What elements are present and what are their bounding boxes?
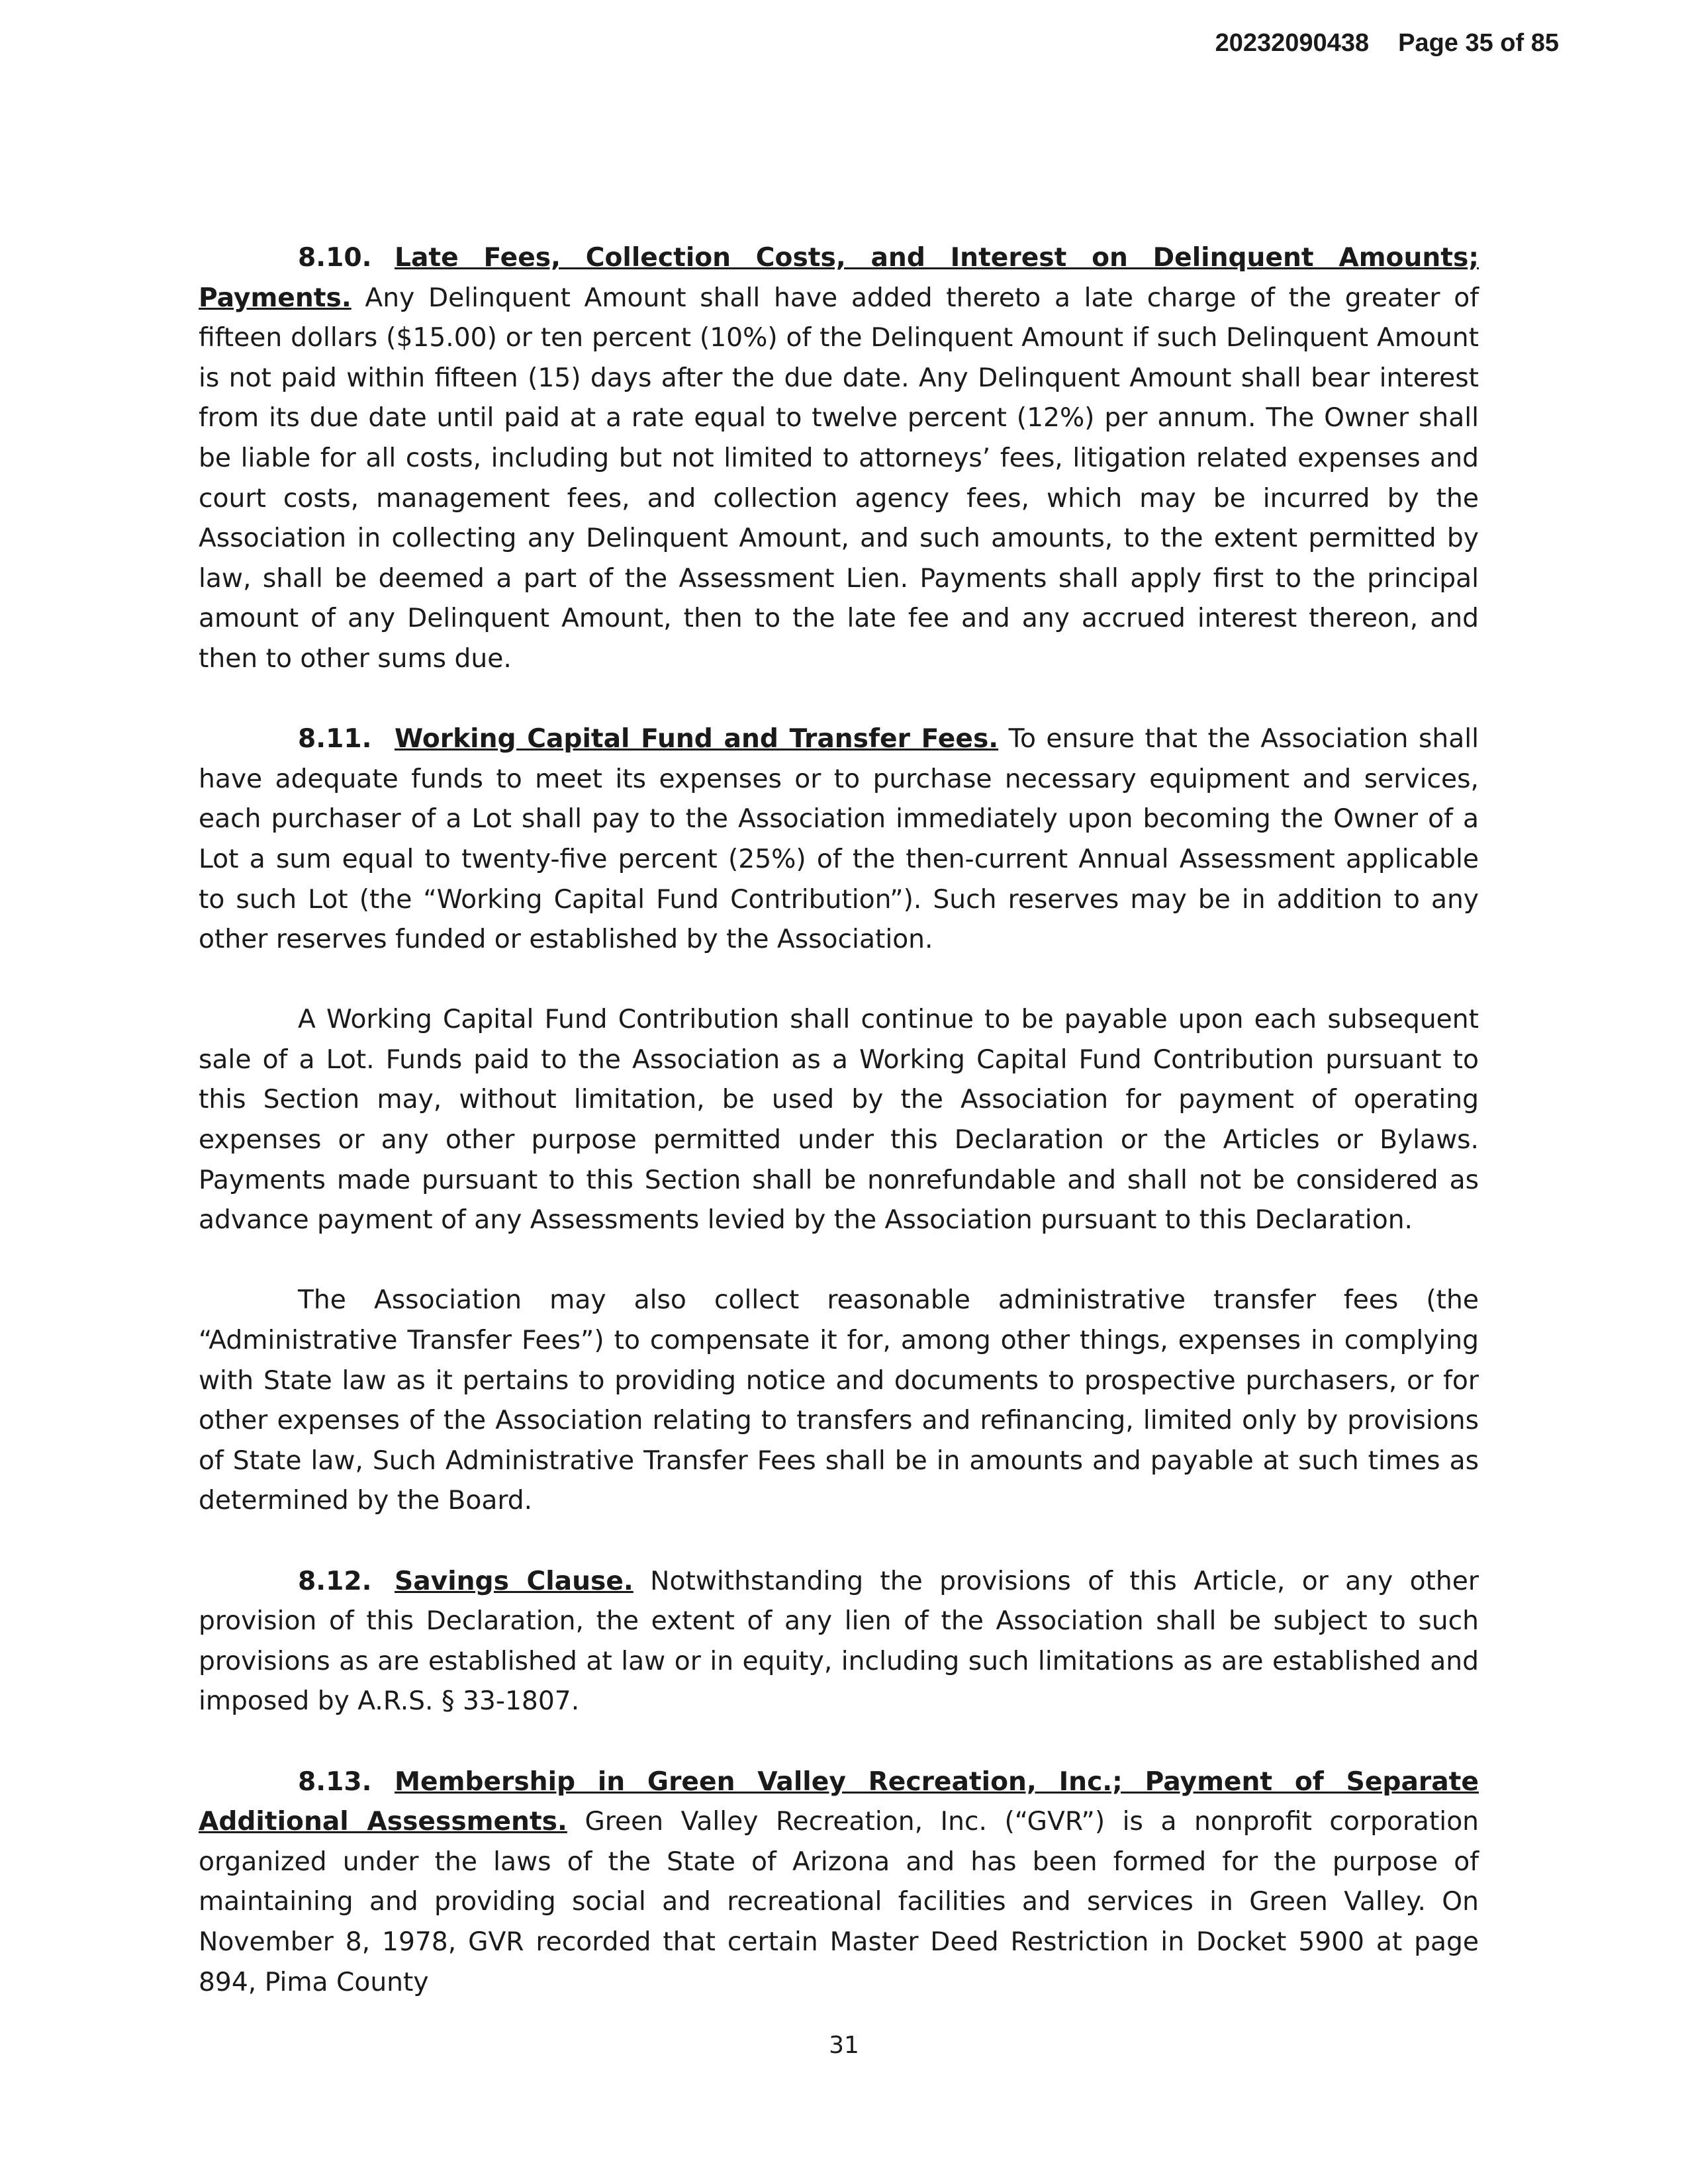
- section-body: Notwithstanding the provisions of this Article, or any other provision of this Declaration, the extent of any lien of the Association shall be subject to such provisions as are established at law or in equity, including such limitations as are established and imposed by A.R.S. § 33-1807.: [199, 1566, 1479, 1717]
- section-8-13: [199, 1762, 1479, 2003]
- section-body: To ensure that the Association shall have adequate funds to meet its expenses or to purchase necessary equipment and services, each purchaser of a Lot shall pay to the Association immediately upon becoming the Owner of a Lot a sum equal to twenty-five percent (25%) of the then-current Annual Assessment applicable to such Lot (the “Working Capital Fund Contribution”). Such reserves may be in addition to any other reserves funded or established by the Association.: [199, 724, 1479, 955]
- paragraph-body: A Working Capital Fund Contribution shall continue to be payable upon each subsequent sale of a Lot. Funds paid to the Association as a Working Capital Fund Contribution pursuant to this Section may, without limitation, be used by the Association for payment of operating expenses or any other purpose permitted under this Declaration or the Articles or Bylaws. Payments made pursuant to this Section shall be nonrefundable and shall not be considered as advance payment of any Assessments levied by the Association pursuant to this Declaration.: [199, 1005, 1479, 1236]
- section-number: 8.10.: [298, 243, 372, 273]
- section-number: 8.11.: [298, 724, 372, 754]
- paragraph-transfer-fees: [199, 1281, 1479, 1522]
- section-body: Green Valley Recreation, Inc. (“GVR”) is a nonprofit corporation organized under the laws of the State of Arizona and has been formed for the purpose of maintaining and providing social and recreational facilities and services in Green Valley. On November 8, 1978, GVR recorded that certain Master Deed Restriction in Docket 5900 at page 894, Pima County: [199, 1807, 1479, 1997]
- paragraph-working-capital: [199, 1000, 1479, 1241]
- section-body: Any Delinquent Amount shall have added thereto a late charge of the greater of fifteen dollars ($15.00) or ten percent (10%) of the Delinquent Amount if such Delinquent Amount is not paid within fifteen (15) days after the due date. Any Delinquent Amount shall bear interest from its due date until paid at a rate equal to twelve percent (12%) per annum. The Owner shall be liable for all costs, including but not limited to attorneys’ fees, litigation related expenses and court costs, management fees, and collection agency fees, which may be incurred by the Association in collecting any Delinquent Amount, and such amounts, to the extent permitted by law, shall be deemed a part of the Assessment Lien. Payments shall apply first to the principal amount of any Delinquent Amount, then to the late fee and any accrued interest thereon, and then to other sums due.: [199, 283, 1479, 674]
- section-number: 8.13.: [298, 1766, 372, 1797]
- document-body: [199, 238, 1479, 2043]
- section-8-12: [199, 1562, 1479, 1722]
- page-count-label: Page 35 of 85: [1398, 29, 1559, 57]
- section-8-10: [199, 238, 1479, 680]
- section-title: Late Fees, Collection Costs, and Interest on Delinquent Amounts; Payments.: [199, 243, 1479, 313]
- page-number: 31: [829, 2032, 859, 2059]
- section-title: Savings Clause.: [395, 1566, 633, 1596]
- paragraph-body: The Association may also collect reasonable administrative transfer fees (the “Administrative Transfer Fees”) to compensate it for, among other things, expenses in complying with State law as it pertains to providing notice and documents to prospective purchasers, or for other expenses of the Association relating to transfers and refinancing, limited only by provisions of State law, Such Administrative Transfer Fees shall be in amounts and payable at such times as determined by the Board.: [199, 1285, 1479, 1516]
- section-title: Working Capital Fund and Transfer Fees.: [395, 724, 999, 754]
- section-number: 8.12.: [298, 1566, 372, 1596]
- recording-number: 20232090438: [1215, 29, 1370, 57]
- section-8-11: [199, 719, 1479, 960]
- section-title: Membership in Green Valley Recreation, Inc.; Payment of Separate Additional Assessments.: [199, 1766, 1479, 1837]
- page-header: [1215, 29, 1559, 58]
